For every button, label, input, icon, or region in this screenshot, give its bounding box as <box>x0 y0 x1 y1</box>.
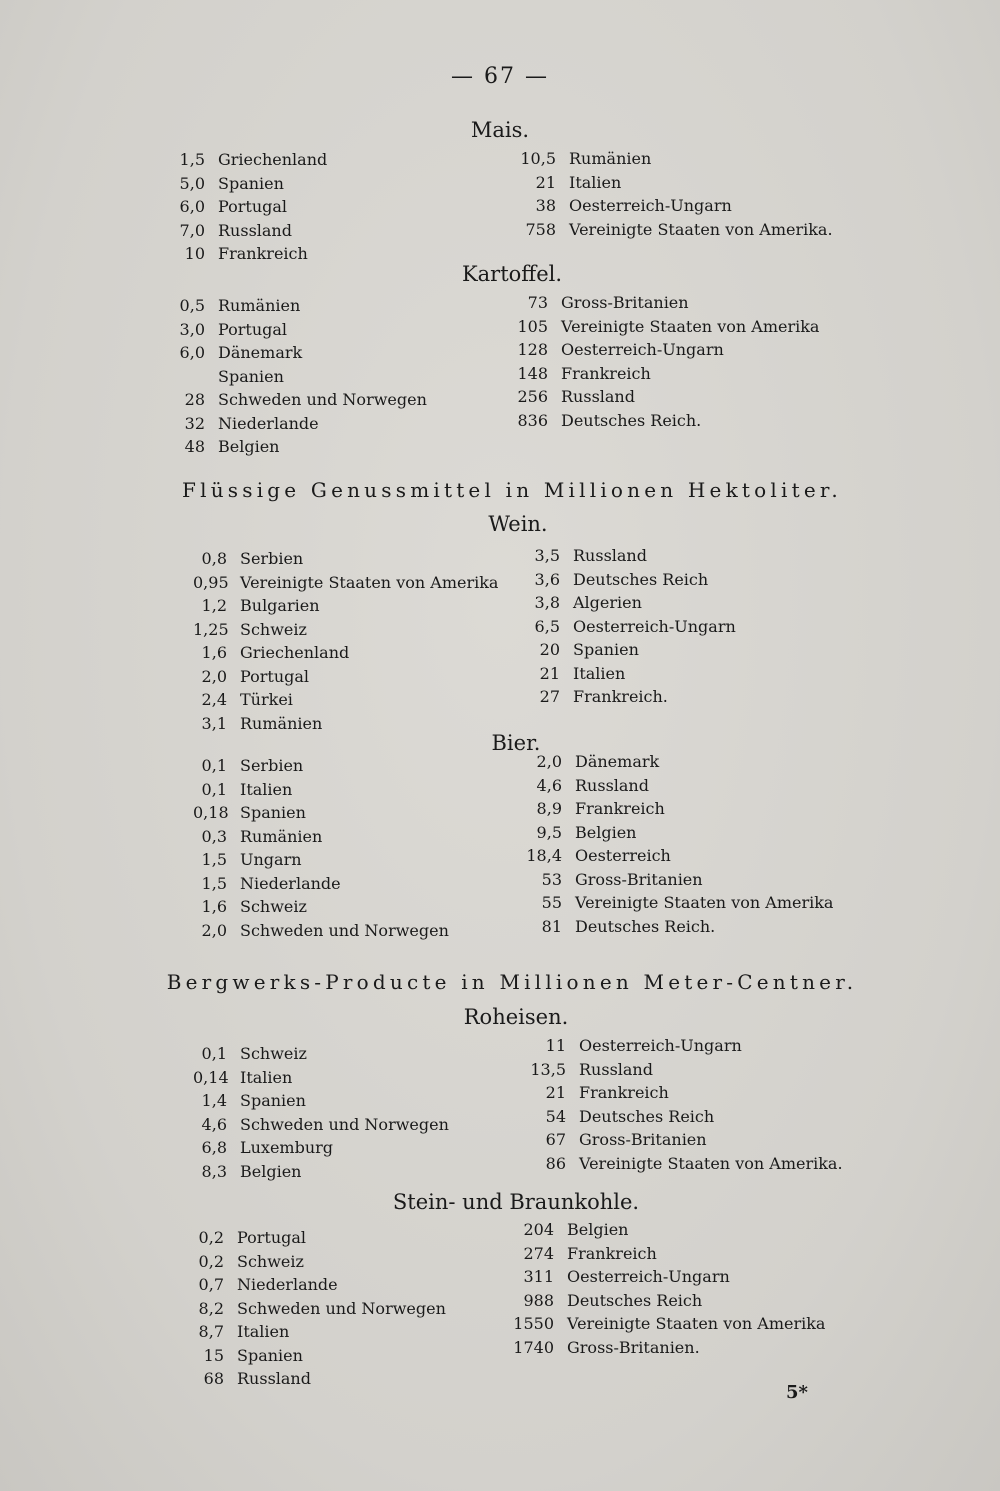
value-cell: 4,6 <box>536 775 562 795</box>
list-item <box>165 195 327 219</box>
country-cell: Schweiz <box>240 897 307 916</box>
value-cell: 0,3 <box>201 826 227 846</box>
country-cell: Niederlande <box>218 413 319 433</box>
value-cell: 6,0 <box>179 197 205 216</box>
country-cell: Gross-Britanien <box>575 869 703 889</box>
value-cell: 128 <box>517 340 548 359</box>
heading-fluessige-genussmittel: Flüssige Genussmittel in Millionen Hektoliter. <box>182 478 842 502</box>
list-item <box>193 665 498 689</box>
list-item <box>522 638 736 662</box>
list-item <box>502 1289 825 1313</box>
country-cell: Spanien <box>240 1091 306 1110</box>
country-cell: Deutsches Reich <box>573 569 709 589</box>
bier-right-list <box>510 750 833 938</box>
country-cell: Vereinigte Staaten von Amerika <box>561 316 820 336</box>
value-cell: 73 <box>527 293 548 312</box>
list-item <box>514 1058 843 1082</box>
value-cell: 7,0 <box>179 220 205 240</box>
value-cell: 0,18 <box>193 803 229 822</box>
list-item <box>193 919 449 943</box>
list-item <box>193 1113 449 1137</box>
value-cell: 836 <box>517 410 548 430</box>
country-cell: Frankreich <box>561 363 651 383</box>
value-cell: 1,25 <box>193 619 229 639</box>
heading-bier: Bier. <box>491 731 541 755</box>
list-item <box>193 1066 449 1090</box>
country-cell: Russland <box>237 1369 311 1388</box>
list-item <box>510 750 833 774</box>
country-cell: Schweiz <box>240 619 307 639</box>
list-item <box>502 1312 825 1336</box>
list-item <box>193 754 449 778</box>
value-cell: 0,95 <box>193 572 229 592</box>
kartoffel-left-list <box>165 294 427 459</box>
value-cell: 86 <box>545 1153 566 1173</box>
list-item <box>522 591 736 615</box>
country-cell: Oesterreich-Ungarn <box>567 1267 730 1286</box>
country-cell: Gross-Britanien. <box>567 1337 700 1357</box>
country-cell: Oesterreich-Ungarn <box>561 340 724 359</box>
country-cell: Deutsches Reich <box>579 1106 715 1126</box>
value-cell: 68 <box>203 1369 224 1388</box>
list-item <box>502 1336 825 1360</box>
value-cell: 38 <box>535 196 556 215</box>
list-item <box>190 1250 446 1274</box>
country-cell: Portugal <box>218 319 288 339</box>
value-cell: 20 <box>539 640 560 659</box>
value-cell: 988 <box>523 1290 554 1310</box>
country-cell: Italien <box>240 779 293 799</box>
value-cell: 10 <box>184 244 205 263</box>
list-item <box>514 1152 843 1176</box>
list-item <box>193 688 498 712</box>
country-cell: Luxemburg <box>240 1138 334 1157</box>
country-cell: Spanien <box>218 366 284 386</box>
value-cell: 2,0 <box>536 752 562 771</box>
list-item <box>502 1265 825 1289</box>
list-item <box>514 1128 843 1152</box>
country-cell: Russland <box>579 1059 653 1079</box>
value-cell: 1,4 <box>201 1091 227 1110</box>
list-item <box>510 821 833 845</box>
country-cell: Portugal <box>218 197 288 216</box>
value-cell: 10,5 <box>520 149 556 168</box>
list-item <box>190 1344 446 1368</box>
country-cell: Schweiz <box>240 1044 307 1063</box>
country-cell: Belgien <box>575 822 637 842</box>
country-cell: Oesterreich-Ungarn <box>573 616 736 636</box>
country-cell: Spanien <box>240 803 306 822</box>
country-cell: Belgien <box>567 1220 629 1239</box>
value-cell: 311 <box>523 1267 554 1286</box>
list-item <box>502 1218 825 1242</box>
value-cell: 21 <box>545 1083 566 1102</box>
country-cell: Gross-Britanien <box>561 293 689 312</box>
value-cell: 2,4 <box>201 690 227 709</box>
value-cell: 67 <box>545 1130 566 1149</box>
list-item <box>193 872 449 896</box>
list-item <box>193 1089 449 1113</box>
list-item <box>193 1160 449 1184</box>
value-cell: 32 <box>184 413 205 433</box>
value-cell: 8,3 <box>201 1161 227 1181</box>
value-cell: 0,1 <box>201 756 227 775</box>
list-item <box>508 147 833 171</box>
value-cell: 1,2 <box>201 596 227 615</box>
list-item <box>193 571 498 595</box>
value-cell: 55 <box>541 893 562 912</box>
list-item <box>193 547 498 571</box>
list-item <box>193 895 449 919</box>
country-cell: Schweiz <box>237 1251 304 1271</box>
country-cell: Belgien <box>218 437 280 456</box>
list-item <box>193 618 498 642</box>
country-cell: Griechenland <box>240 643 350 662</box>
value-cell: 3,6 <box>534 569 560 589</box>
list-item <box>190 1273 446 1297</box>
country-cell: Italien <box>573 663 626 683</box>
value-cell: 274 <box>523 1243 554 1263</box>
country-cell: Deutsches Reich. <box>561 410 702 430</box>
value-cell: 758 <box>525 219 556 239</box>
list-item <box>165 341 427 365</box>
country-cell: Frankreich <box>579 1083 669 1102</box>
value-cell: 1,6 <box>201 643 227 662</box>
country-cell: Griechenland <box>218 150 328 169</box>
list-item <box>522 568 736 592</box>
value-cell: 3,5 <box>534 546 560 565</box>
wein-left-list <box>193 547 498 735</box>
country-cell: Frankreich <box>567 1243 657 1263</box>
kohle-left-list <box>190 1226 446 1391</box>
list-item <box>508 409 819 433</box>
list-item <box>522 685 736 709</box>
value-cell: 1,5 <box>201 850 227 869</box>
value-cell: 8,9 <box>536 799 562 818</box>
value-cell: 0,1 <box>201 1044 227 1063</box>
country-cell: Rumänien <box>569 149 652 168</box>
country-cell: Gross-Britanien <box>579 1130 707 1149</box>
list-item <box>522 662 736 686</box>
list-item <box>514 1105 843 1129</box>
value-cell: 81 <box>541 916 562 936</box>
heading-bergwerks-producte: Bergwerks-Producte in Millionen Meter-Centner. <box>166 970 858 994</box>
country-cell: Oesterreich-Ungarn <box>579 1036 742 1055</box>
value-cell: 6,8 <box>201 1138 227 1157</box>
country-cell: Italien <box>240 1067 293 1087</box>
list-item <box>165 294 427 318</box>
country-cell: Deutsches Reich <box>567 1290 703 1310</box>
list-item <box>165 172 327 196</box>
country-cell: Serbien <box>240 549 304 568</box>
value-cell: 105 <box>517 316 548 336</box>
list-item <box>193 778 449 802</box>
list-item <box>165 435 427 459</box>
list-item <box>510 868 833 892</box>
country-cell: Belgien <box>240 1161 302 1181</box>
heading-roheisen: Roheisen. <box>463 1005 569 1029</box>
value-cell: 2,0 <box>201 666 227 686</box>
value-cell: 1,5 <box>179 150 205 169</box>
country-cell: Portugal <box>237 1228 307 1247</box>
list-item <box>522 544 736 568</box>
value-cell: 0,1 <box>201 779 227 799</box>
kartoffel-right-list <box>508 291 819 432</box>
country-cell: Russland <box>218 220 292 240</box>
mais-right-list <box>508 147 833 241</box>
value-cell: 0,5 <box>179 296 205 315</box>
country-cell: Dänemark <box>218 343 303 362</box>
value-cell: 6,0 <box>179 343 205 362</box>
value-cell: 2,0 <box>201 920 227 940</box>
value-cell: 9,5 <box>536 822 562 842</box>
value-cell: 1550 <box>513 1314 554 1333</box>
country-cell: Oesterreich-Ungarn <box>569 196 732 215</box>
value-cell: 54 <box>545 1106 566 1126</box>
country-cell: Schweden und Norwegen <box>240 920 449 940</box>
list-item <box>165 318 427 342</box>
country-cell: Rumänien <box>240 826 323 846</box>
value-cell: 53 <box>541 869 562 889</box>
country-cell: Rumänien <box>240 713 323 733</box>
list-item <box>190 1226 446 1250</box>
list-item <box>193 801 449 825</box>
country-cell: Frankreich <box>218 244 308 263</box>
value-cell: 8,2 <box>198 1298 224 1318</box>
value-cell: 21 <box>539 663 560 683</box>
value-cell: 18,4 <box>526 846 562 865</box>
list-item <box>165 148 327 172</box>
country-cell: Türkei <box>240 690 293 709</box>
value-cell <box>165 365 205 389</box>
value-cell: 27 <box>539 687 560 706</box>
kohle-right-list <box>502 1218 825 1359</box>
wein-right-list <box>522 544 736 709</box>
list-item <box>508 171 833 195</box>
country-cell: Spanien <box>237 1345 303 1365</box>
list-item <box>510 797 833 821</box>
value-cell: 13,5 <box>530 1059 566 1079</box>
list-item <box>193 594 498 618</box>
list-item <box>165 219 327 243</box>
country-cell: Russland <box>561 387 635 406</box>
list-item <box>522 615 736 639</box>
list-item <box>514 1081 843 1105</box>
value-cell: 1,5 <box>201 873 227 893</box>
country-cell: Oesterreich <box>575 846 671 865</box>
country-cell: Schweden und Norwegen <box>237 1298 446 1318</box>
value-cell: 0,8 <box>201 549 227 568</box>
heading-mais: Mais. <box>470 118 530 142</box>
value-cell: 0,7 <box>198 1275 224 1294</box>
page-number: — 67 — <box>451 64 549 89</box>
bier-left-list <box>193 754 449 942</box>
value-cell: 28 <box>184 390 205 409</box>
list-item <box>193 825 449 849</box>
value-cell: 8,7 <box>198 1322 224 1341</box>
value-cell: 3,0 <box>179 319 205 339</box>
country-cell: Russland <box>573 546 647 565</box>
list-item <box>193 1042 449 1066</box>
list-item <box>165 412 427 436</box>
value-cell: 15 <box>203 1345 224 1365</box>
list-item <box>510 844 833 868</box>
value-cell: 0,14 <box>193 1067 229 1087</box>
country-cell: Deutsches Reich. <box>575 916 716 936</box>
value-cell: 3,1 <box>201 713 227 733</box>
country-cell: Vereinigte Staaten von Amerika. <box>569 219 833 239</box>
country-cell: Italien <box>569 172 622 192</box>
country-cell: Schweden und Norwegen <box>240 1114 449 1134</box>
list-item <box>190 1320 446 1344</box>
value-cell: 204 <box>523 1220 554 1239</box>
list-item <box>190 1367 446 1391</box>
heading-stein-und-braunkohle: Stein- und Braunkohle. <box>392 1190 640 1214</box>
signature-mark: 5* <box>786 1382 808 1403</box>
list-item <box>508 291 819 315</box>
country-cell: Vereinigte Staaten von Amerika <box>575 893 834 912</box>
country-cell: Dänemark <box>575 752 660 771</box>
country-cell: Vereinigte Staaten von Amerika. <box>579 1153 843 1173</box>
country-cell: Spanien <box>573 640 639 659</box>
value-cell: 1740 <box>513 1337 554 1357</box>
value-cell: 0,2 <box>198 1251 224 1271</box>
value-cell: 0,2 <box>198 1228 224 1247</box>
roheisen-left-list <box>193 1042 449 1183</box>
country-cell: Spanien <box>218 173 284 193</box>
list-item <box>510 915 833 939</box>
country-cell: Serbien <box>240 756 304 775</box>
list-item <box>508 218 833 242</box>
country-cell: Portugal <box>240 666 310 686</box>
list-item <box>508 194 833 218</box>
heading-kartoffel: Kartoffel. <box>461 262 563 286</box>
country-cell: Rumänien <box>218 296 301 315</box>
value-cell: 21 <box>535 172 556 192</box>
list-item <box>508 385 819 409</box>
country-cell: Vereinigte Staaten von Amerika <box>240 572 499 592</box>
list-item <box>508 362 819 386</box>
country-cell: Bulgarien <box>240 596 320 615</box>
country-cell: Niederlande <box>240 873 341 893</box>
value-cell: 5,0 <box>179 173 205 193</box>
mais-left-list <box>165 148 327 266</box>
roheisen-right-list <box>514 1034 843 1175</box>
list-item <box>508 338 819 362</box>
country-cell: Schweden und Norwegen <box>218 390 427 409</box>
value-cell: 6,5 <box>534 616 560 636</box>
list-item <box>165 365 427 389</box>
value-cell: 48 <box>184 437 205 456</box>
list-item <box>514 1034 843 1058</box>
list-item <box>190 1297 446 1321</box>
list-item <box>193 1136 449 1160</box>
country-cell: Algerien <box>573 593 642 612</box>
heading-wein: Wein. <box>488 512 548 536</box>
value-cell: 1,6 <box>201 897 227 916</box>
country-cell: Russland <box>575 775 649 795</box>
value-cell: 3,8 <box>534 593 560 612</box>
country-cell: Italien <box>237 1322 290 1341</box>
country-cell: Frankreich <box>575 799 665 818</box>
list-item <box>510 774 833 798</box>
country-cell: Niederlande <box>237 1275 338 1294</box>
value-cell: 256 <box>517 387 548 406</box>
country-cell: Vereinigte Staaten von Amerika <box>567 1314 826 1333</box>
country-cell: Frankreich. <box>573 687 668 706</box>
list-item <box>502 1242 825 1266</box>
list-item <box>193 848 449 872</box>
list-item <box>165 388 427 412</box>
value-cell: 11 <box>545 1036 566 1055</box>
country-cell: Ungarn <box>240 850 302 869</box>
value-cell: 4,6 <box>201 1114 227 1134</box>
list-item <box>510 891 833 915</box>
list-item <box>193 641 498 665</box>
value-cell: 148 <box>517 363 548 383</box>
list-item <box>508 315 819 339</box>
